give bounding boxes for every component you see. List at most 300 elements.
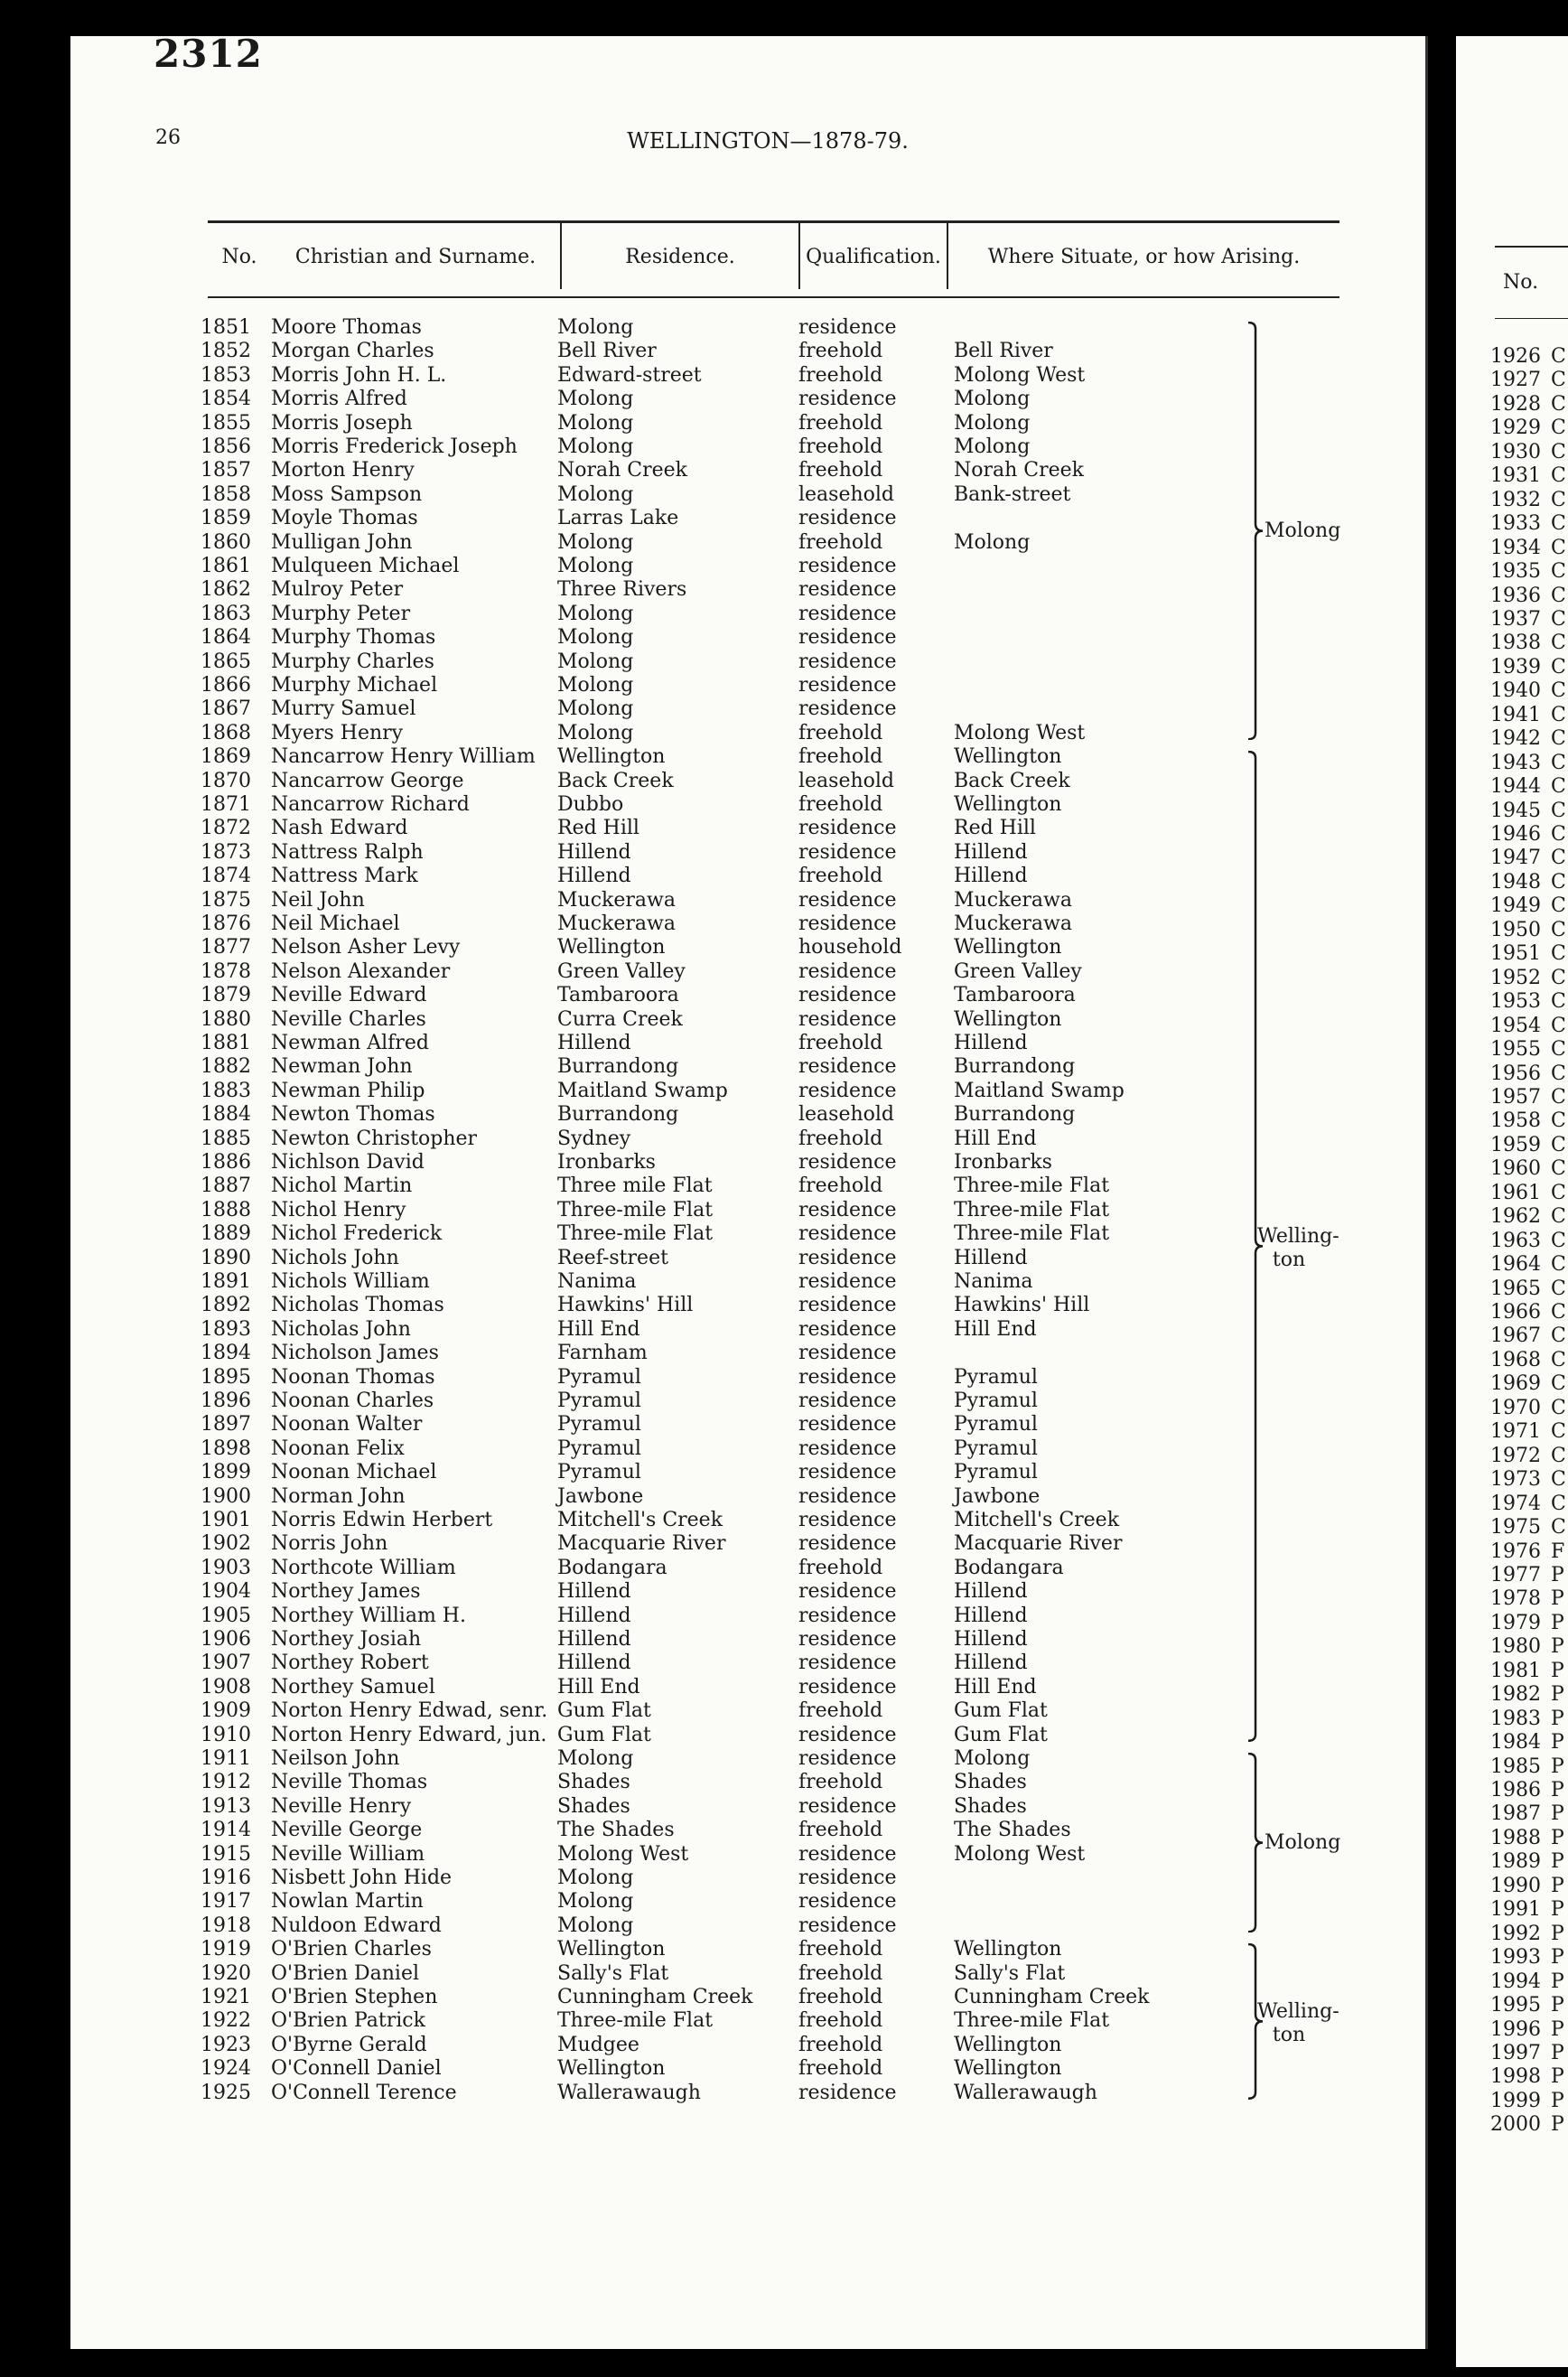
- facing-name-initial: P: [1551, 1802, 1564, 1826]
- where-situate: Gum Flat: [954, 1723, 1048, 1746]
- elector-name: Mulligan John: [271, 530, 413, 554]
- residence: Molong: [557, 602, 634, 625]
- qualification: freehold: [798, 435, 883, 458]
- facing-entry-number: 1953: [1490, 990, 1541, 1014]
- facing-entry-number: 1950: [1490, 918, 1541, 941]
- qualification: residence: [798, 697, 897, 721]
- facing-entry-number: 1996: [1490, 2017, 1541, 2041]
- qualification: residence: [798, 1246, 897, 1269]
- residence: Edward-street: [557, 363, 702, 387]
- residence: Pyramul: [557, 1390, 641, 1412]
- elector-name: Nattress Ralph: [271, 840, 424, 864]
- facing-name-initial: C: [1551, 823, 1566, 846]
- qualification: freehold: [798, 1961, 883, 1985]
- facing-entry-number: 1934: [1490, 536, 1541, 559]
- residence: Pyramul: [557, 1413, 641, 1436]
- where-situate: Molong: [954, 530, 1031, 554]
- facing-name-initial: C: [1551, 1444, 1566, 1467]
- facing-entry-number: 1977: [1490, 1563, 1541, 1586]
- elector-name: Nichol Martin: [271, 1174, 413, 1198]
- residence: Molong: [557, 650, 634, 673]
- residence: Hillend: [557, 1604, 631, 1627]
- residence: Molong: [557, 435, 634, 458]
- facing-name-initial: C: [1551, 1324, 1566, 1348]
- where-situate: Hill End: [954, 1317, 1037, 1341]
- qualification: residence: [798, 1317, 897, 1341]
- residence: Jawbone: [557, 1484, 644, 1508]
- facing-entry-number: 2000: [1490, 2113, 1541, 2137]
- facing-name-initial: C: [1551, 1085, 1566, 1109]
- elector-name: Nichol Henry: [271, 1198, 406, 1221]
- residence: Molong: [557, 482, 634, 506]
- facing-entry-number: 1990: [1490, 1874, 1541, 1897]
- where-situate: Gum Flat: [954, 1699, 1048, 1723]
- elector-name: O'Byrne Gerald: [271, 2033, 427, 2056]
- facing-entry-number: 1994: [1490, 1970, 1541, 1993]
- qualification: residence: [798, 840, 897, 864]
- entry-number: 1903: [201, 1556, 251, 1579]
- residence: Molong: [557, 1747, 634, 1770]
- where-situate: Wallerawaugh: [954, 2081, 1097, 2104]
- facing-entry-number: 1993: [1490, 1946, 1541, 1970]
- facing-name-initial: C: [1551, 512, 1566, 536]
- entry-number: 1908: [201, 1675, 251, 1699]
- qualification: leasehold: [798, 769, 895, 792]
- facing-name-initial: C: [1551, 1372, 1566, 1396]
- where-situate: Burrandong: [954, 1055, 1076, 1079]
- facing-entry-number: 1983: [1490, 1707, 1541, 1730]
- facing-name-initial: C: [1551, 1301, 1566, 1324]
- qualification: residence: [798, 817, 897, 840]
- facing-entry-number: 1958: [1490, 1109, 1541, 1133]
- entry-number: 1866: [201, 674, 251, 697]
- entry-number: 1878: [201, 959, 251, 983]
- facing-entry-number: 1951: [1490, 942, 1541, 966]
- where-situate: Bell River: [954, 340, 1053, 363]
- facing-entry-number: 1978: [1490, 1587, 1541, 1611]
- qualification: freehold: [798, 1699, 883, 1723]
- elector-name: Morris John H. L.: [271, 363, 447, 387]
- facing-entry-number: 1969: [1490, 1372, 1541, 1396]
- elector-name: Norton Henry Edward, jun.: [271, 1723, 547, 1746]
- facing-name-initial: P: [1551, 1635, 1564, 1659]
- qualification: freehold: [798, 340, 883, 363]
- entry-number: 1924: [201, 2057, 251, 2081]
- elector-name: Noonan Walter: [271, 1413, 423, 1436]
- facing-name-initial: C: [1551, 703, 1566, 726]
- residence: Dubbo: [557, 793, 624, 816]
- facing-entry-number: 1940: [1490, 679, 1541, 703]
- entry-number: 1909: [201, 1699, 251, 1723]
- residence: Red Hill: [557, 817, 639, 840]
- district-label: Molong: [1265, 519, 1341, 542]
- facing-name-initial: P: [1551, 1826, 1564, 1849]
- residence: Hillend: [557, 865, 631, 888]
- facing-name-initial: C: [1551, 464, 1566, 488]
- qualification: residence: [798, 602, 897, 625]
- facing-entry-number: 1949: [1490, 894, 1541, 918]
- entry-number: 1920: [201, 1961, 251, 1985]
- facing-name-initial: C: [1551, 1157, 1566, 1181]
- elector-name: Nelson Alexander: [271, 959, 451, 983]
- qualification: freehold: [798, 530, 883, 554]
- qualification: freehold: [798, 1127, 883, 1150]
- entry-number: 1882: [201, 1055, 251, 1079]
- entry-number: 1856: [201, 435, 251, 458]
- facing-entry-number: 1955: [1490, 1038, 1541, 1062]
- facing-entry-number: 1943: [1490, 751, 1541, 774]
- residence: Sydney: [557, 1127, 631, 1150]
- residence: Hill End: [557, 1317, 640, 1341]
- entry-number: 1917: [201, 1890, 251, 1914]
- qualification: freehold: [798, 865, 883, 888]
- qualification: freehold: [798, 1771, 883, 1794]
- elector-name: Nash Edward: [271, 817, 408, 840]
- residence: Molong: [557, 530, 634, 554]
- facing-header-rule: [1495, 246, 1568, 248]
- facing-entry-number: 1982: [1490, 1683, 1541, 1707]
- facing-name-initial: C: [1551, 679, 1566, 703]
- facing-entry-number: 1935: [1490, 560, 1541, 584]
- facing-name-initial: P: [1551, 1898, 1564, 1922]
- residence: Pyramul: [557, 1461, 641, 1484]
- where-situate: Mitchell's Creek: [954, 1509, 1120, 1531]
- facing-entry-number: 1967: [1490, 1324, 1541, 1348]
- facing-entry-number: 1997: [1490, 2041, 1541, 2064]
- facing-entry-number: 1929: [1490, 416, 1541, 440]
- residence: Nanima: [557, 1270, 637, 1293]
- qualification: residence: [798, 1079, 897, 1102]
- residence: Green Valley: [557, 959, 686, 983]
- facing-name-initial: C: [1551, 536, 1566, 559]
- facing-entry-number: 1980: [1490, 1635, 1541, 1659]
- elector-name: Murry Samuel: [271, 697, 416, 721]
- residence: Reef-street: [557, 1246, 668, 1269]
- facing-page-top: [1456, 36, 1568, 226]
- qualification: residence: [798, 1055, 897, 1079]
- elector-name: Nichols William: [271, 1270, 430, 1293]
- facing-name-initial: P: [1551, 1731, 1564, 1755]
- where-situate: Muckerawa: [954, 888, 1072, 912]
- facing-name-initial: C: [1551, 584, 1566, 607]
- residence: Ironbarks: [557, 1151, 656, 1174]
- entry-number: 1923: [201, 2033, 251, 2056]
- facing-entry-number: 1948: [1490, 870, 1541, 894]
- facing-entry-number: 1937: [1490, 607, 1541, 631]
- where-situate: Molong: [954, 435, 1031, 458]
- facing-name-initial: P: [1551, 1994, 1564, 2017]
- residence: Sally's Flat: [557, 1961, 669, 1985]
- residence: Hillend: [557, 840, 631, 864]
- entry-number: 1868: [201, 721, 251, 744]
- residence: Hillend: [557, 1580, 631, 1604]
- qualification: residence: [798, 984, 897, 1007]
- facing-entry-number: 1927: [1490, 369, 1541, 392]
- residence: Gum Flat: [557, 1723, 651, 1746]
- qualification: residence: [798, 650, 897, 673]
- qualification: residence: [798, 316, 897, 339]
- qualification: residence: [798, 1842, 897, 1866]
- facing-entry-number: 1939: [1490, 655, 1541, 678]
- page-title: WELLINGTON—1878-79.: [627, 128, 909, 154]
- residence: Three Rivers: [557, 578, 687, 602]
- facing-entry-number: 1962: [1490, 1205, 1541, 1229]
- where-situate: Green Valley: [954, 959, 1082, 983]
- residence: Molong: [557, 1890, 634, 1914]
- residence: Molong: [557, 721, 634, 744]
- elector-name: Noonan Charles: [271, 1390, 434, 1412]
- where-situate: Wellington: [954, 2057, 1062, 2081]
- folio-stamp: 2312: [154, 32, 263, 76]
- facing-name-initial: F: [1551, 1539, 1565, 1563]
- entry-number: 1858: [201, 482, 251, 506]
- facing-name-initial: C: [1551, 751, 1566, 774]
- elector-name: Murphy Michael: [271, 674, 438, 697]
- entry-number: 1874: [201, 865, 251, 888]
- entry-number: 1900: [201, 1484, 251, 1508]
- entry-number: 1853: [201, 363, 251, 387]
- elector-name: Norman John: [271, 1484, 406, 1508]
- elector-name: Neville Henry: [271, 1794, 412, 1818]
- entry-number: 1880: [201, 1007, 251, 1031]
- facing-name-initial: P: [1551, 1659, 1564, 1682]
- facing-name-initial: C: [1551, 990, 1566, 1014]
- facing-entry-number: 1944: [1490, 775, 1541, 799]
- where-situate: Hillend: [954, 840, 1028, 864]
- facing-entry-number: 1998: [1490, 2065, 1541, 2089]
- residence: Farnham: [557, 1342, 648, 1365]
- elector-name: Nancarrow Richard: [271, 793, 470, 816]
- residence: Shades: [557, 1771, 630, 1794]
- where-situate: Molong: [954, 411, 1031, 435]
- residence: Mitchell's Creek: [557, 1509, 723, 1531]
- residence: Three-mile Flat: [557, 1198, 714, 1221]
- elector-name: Nowlan Martin: [271, 1890, 424, 1914]
- residence: Molong: [557, 316, 634, 339]
- elector-name: Moss Sampson: [271, 482, 423, 506]
- entry-number: 1894: [201, 1342, 251, 1365]
- facing-entry-number: 1968: [1490, 1348, 1541, 1371]
- facing-entry-number: 1960: [1490, 1157, 1541, 1181]
- entry-number: 1862: [201, 578, 251, 602]
- entry-number: 1906: [201, 1628, 251, 1651]
- elector-name: Moore Thomas: [271, 316, 422, 339]
- entry-number: 1851: [201, 316, 251, 339]
- qualification: residence: [798, 1342, 897, 1365]
- facing-entry-number: 1989: [1490, 1850, 1541, 1874]
- qualification: residence: [798, 1484, 897, 1508]
- facing-name-initial: C: [1551, 1420, 1566, 1444]
- district-label: Welling- ton: [1257, 1224, 1339, 1271]
- entry-number: 1925: [201, 2081, 251, 2104]
- residence: Muckerawa: [557, 912, 676, 935]
- entry-number: 1902: [201, 1532, 251, 1556]
- residence: Wallerawaugh: [557, 2081, 701, 2104]
- facing-name-initial: C: [1551, 1492, 1566, 1515]
- qualification: residence: [798, 1675, 897, 1699]
- entry-number: 1877: [201, 936, 251, 959]
- where-situate: Pyramul: [954, 1390, 1038, 1412]
- qualification: residence: [798, 1890, 897, 1914]
- residence: Shades: [557, 1794, 630, 1818]
- facing-entry-number: 1988: [1490, 1826, 1541, 1849]
- residence: Pyramul: [557, 1365, 641, 1389]
- qualification: freehold: [798, 1174, 883, 1198]
- entry-number: 1854: [201, 388, 251, 411]
- residence: Gum Flat: [557, 1699, 651, 1723]
- facing-name-initial: P: [1551, 2113, 1564, 2137]
- elector-name: Mulroy Peter: [271, 578, 404, 602]
- entry-number: 1915: [201, 1842, 251, 1866]
- qualification: residence: [798, 1198, 897, 1221]
- where-situate: Burrandong: [954, 1103, 1076, 1127]
- entry-number: 1881: [201, 1032, 251, 1054]
- entry-number: 1916: [201, 1867, 251, 1889]
- entry-number: 1863: [201, 602, 251, 625]
- elector-name: Nancarrow Henry William: [271, 745, 536, 769]
- where-situate: Molong: [954, 1747, 1031, 1770]
- elector-name: Neil John: [271, 888, 365, 912]
- qualification: freehold: [798, 459, 883, 482]
- elector-name: Newman John: [271, 1055, 413, 1079]
- entry-number: 1873: [201, 840, 251, 864]
- facing-entry-number: 1932: [1490, 488, 1541, 511]
- entry-number: 1919: [201, 1938, 251, 1961]
- facing-name-initial: C: [1551, 607, 1566, 631]
- elector-name: Northey William H.: [271, 1604, 466, 1627]
- qualification: residence: [798, 1461, 897, 1484]
- residence: Three mile Flat: [557, 1174, 713, 1198]
- elector-name: Nicholson James: [271, 1342, 439, 1365]
- entry-number: 1857: [201, 459, 251, 482]
- entry-number: 1884: [201, 1103, 251, 1127]
- entry-number: 1896: [201, 1390, 251, 1412]
- elector-name: Nisbett John Hide: [271, 1867, 453, 1889]
- where-situate: Norah Creek: [954, 459, 1085, 482]
- facing-entry-number: 1995: [1490, 1994, 1541, 2017]
- qualification: residence: [798, 1509, 897, 1531]
- entry-number: 1887: [201, 1174, 251, 1198]
- residence: Three-mile Flat: [557, 1222, 714, 1246]
- where-situate: Macquarie River: [954, 1532, 1123, 1556]
- qualification: freehold: [798, 793, 883, 816]
- where-situate: Hillend: [954, 865, 1028, 888]
- residence: Molong: [557, 674, 634, 697]
- facing-entry-number: 1952: [1490, 966, 1541, 989]
- column-header-qualification: Qualification.: [806, 245, 941, 268]
- facing-name-initial: C: [1551, 1277, 1566, 1300]
- qualification: residence: [798, 1532, 897, 1556]
- entry-number: 1879: [201, 984, 251, 1007]
- entry-number: 1898: [201, 1436, 251, 1460]
- facing-name-initial: P: [1551, 1874, 1564, 1897]
- facing-name-initial: P: [1551, 1970, 1564, 1993]
- elector-name: Murphy Charles: [271, 650, 434, 673]
- where-situate: Three-mile Flat: [954, 2009, 1110, 2033]
- where-situate: Wellington: [954, 2033, 1062, 2056]
- where-situate: Hillend: [954, 1032, 1028, 1054]
- facing-entry-number: 1928: [1490, 392, 1541, 416]
- qualification: freehold: [798, 2033, 883, 2056]
- where-situate: Wellington: [954, 1938, 1062, 1961]
- where-situate: Molong West: [954, 363, 1086, 387]
- elector-name: Northey James: [271, 1580, 421, 1604]
- entry-number: 1876: [201, 912, 251, 935]
- qualification: residence: [798, 626, 897, 650]
- residence: Wellington: [557, 1938, 666, 1961]
- qualification: residence: [798, 1914, 897, 1937]
- elector-name: Norton Henry Edwad, senr.: [271, 1699, 548, 1723]
- elector-name: Murphy Thomas: [271, 626, 436, 650]
- residence: Hillend: [557, 1032, 631, 1054]
- facing-name-initial: C: [1551, 1229, 1566, 1252]
- facing-name-initial: P: [1551, 2089, 1564, 2112]
- qualification: residence: [798, 578, 897, 602]
- facing-name-initial: P: [1551, 2065, 1564, 2089]
- facing-name-initial: C: [1551, 942, 1566, 966]
- facing-name-initial: C: [1551, 560, 1566, 584]
- where-situate: Ironbarks: [954, 1151, 1052, 1174]
- qualification: residence: [798, 959, 897, 983]
- entry-number: 1859: [201, 507, 251, 530]
- where-situate: Pyramul: [954, 1365, 1038, 1389]
- entry-number: 1883: [201, 1079, 251, 1102]
- entry-number: 1871: [201, 793, 251, 816]
- qualification: residence: [798, 1747, 897, 1770]
- column-header-name: Christian and Surname.: [294, 245, 537, 268]
- where-situate: Muckerawa: [954, 912, 1072, 935]
- facing-name-initial: C: [1551, 1205, 1566, 1229]
- qualification: residence: [798, 388, 897, 411]
- elector-name: Neville George: [271, 1819, 423, 1842]
- where-situate: Hill End: [954, 1675, 1037, 1699]
- elector-name: Noonan Michael: [271, 1461, 437, 1484]
- entry-number: 1922: [201, 2009, 251, 2033]
- qualification: residence: [798, 1270, 897, 1293]
- facing-entry-number: 1975: [1490, 1516, 1541, 1539]
- facing-entry-number: 1961: [1490, 1181, 1541, 1204]
- elector-name: Noonan Felix: [271, 1436, 405, 1460]
- facing-name-initial: C: [1551, 1109, 1566, 1133]
- qualification: freehold: [798, 363, 883, 387]
- where-situate: Three-mile Flat: [954, 1174, 1110, 1198]
- elector-name: Norris John: [271, 1532, 388, 1556]
- facing-entry-number: 1926: [1490, 345, 1541, 368]
- facing-entry-number: 1956: [1490, 1062, 1541, 1085]
- entry-number: 1867: [201, 697, 251, 721]
- facing-name-initial: C: [1551, 345, 1566, 368]
- facing-name-initial: C: [1551, 918, 1566, 941]
- facing-entry-number: 1954: [1490, 1014, 1541, 1037]
- facing-entry-number: 1959: [1490, 1133, 1541, 1156]
- qualification: leasehold: [798, 1103, 895, 1127]
- elector-name: O'Brien Charles: [271, 1938, 432, 1961]
- qualification: residence: [798, 1723, 897, 1746]
- residence: Wellington: [557, 745, 666, 769]
- residence: Wellington: [557, 936, 666, 959]
- facing-name-initial: P: [1551, 1755, 1564, 1778]
- residence: Hillend: [557, 1628, 631, 1651]
- where-situate: Wellington: [954, 793, 1062, 816]
- elector-name: Morris Joseph: [271, 411, 413, 435]
- where-situate: Tambaroora: [954, 984, 1076, 1007]
- qualification: residence: [798, 1794, 897, 1818]
- district-label: Molong: [1265, 1830, 1341, 1854]
- elector-name: Nicholas John: [271, 1317, 411, 1341]
- elector-name: Nichol Frederick: [271, 1222, 443, 1246]
- elector-name: Nuldoon Edward: [271, 1914, 442, 1937]
- qualification: residence: [798, 507, 897, 530]
